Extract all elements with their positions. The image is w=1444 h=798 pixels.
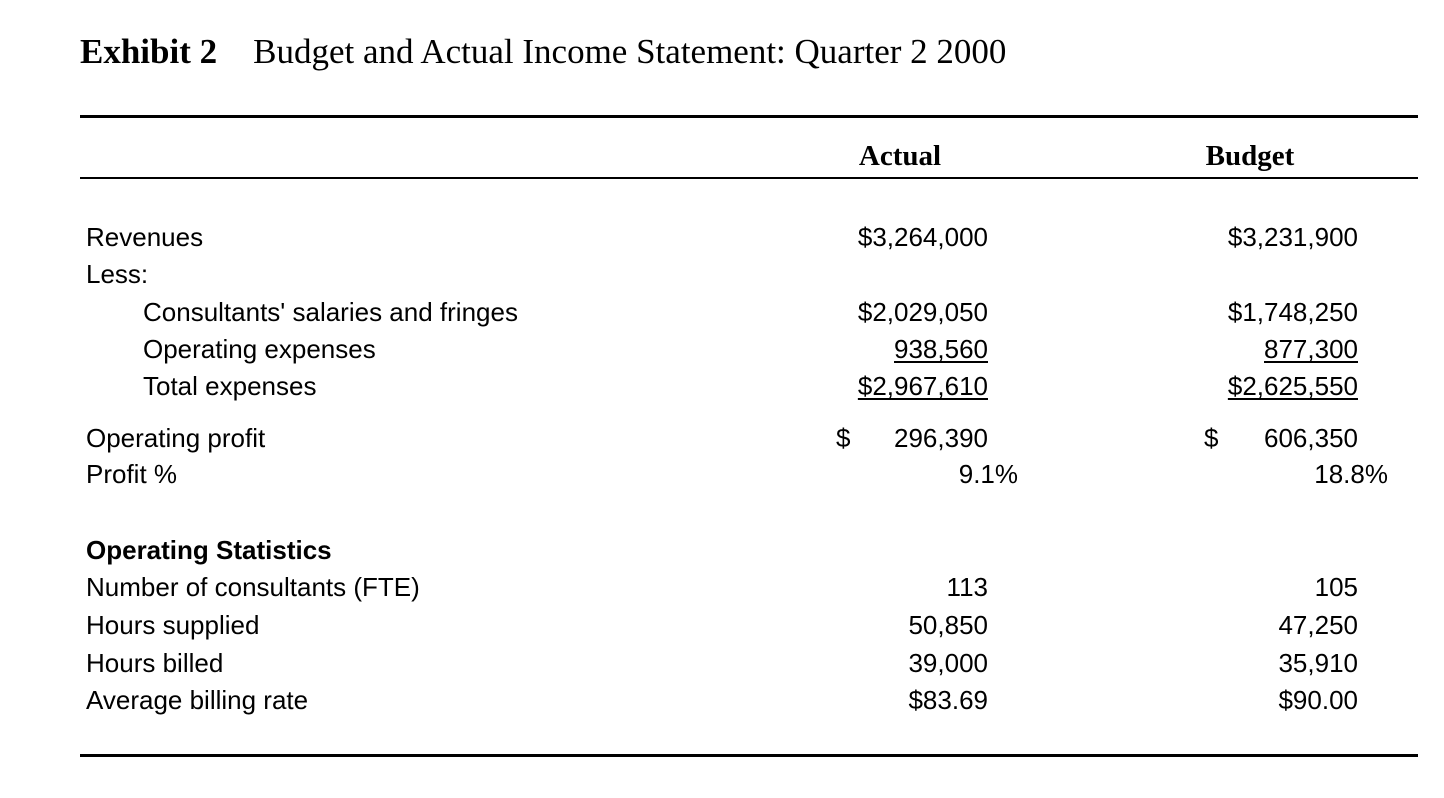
row-label-operating-profit: Operating profit [86,423,266,453]
profit-percent-actual: 9.1% [958,459,1018,489]
header-rule [80,177,1418,179]
operating-expenses-budget-cell [1070,333,1358,365]
row-label-total-expenses: Total expenses [143,371,317,401]
row-label-consultants: Number of consultants (FTE) [86,572,420,602]
total-expenses-actual: $2,967,610 [857,371,988,401]
operating-profit-budget-currency: $ [1204,423,1219,453]
operating-expenses-budget: 877,300 [1264,334,1358,364]
operating-profit-actual-currency: $ [836,423,851,453]
operating-profit-actual-cell [836,422,988,454]
row-label-profit-percent: Profit % [86,459,178,489]
salaries-actual: $2,029,050 [857,297,988,327]
hours-supplied-budget: 47,250 [1278,610,1358,640]
exhibit-label: Exhibit 2 [80,32,218,71]
operating-profit-budget: 606,350 [1264,423,1358,453]
row-label-billing-rate: Average billing rate [86,685,309,715]
hours-billed-budget: 35,910 [1278,648,1358,678]
hours-supplied-actual: 50,850 [908,610,988,640]
total-expenses-budget-cell [1070,370,1358,402]
profit-percent-budget: 18.8% [1314,459,1388,489]
exhibit-title [80,32,1006,72]
total-expenses-actual-cell [700,370,988,402]
exhibit-title-text: Budget and Actual Income Statement: Quarter 2 2000 [253,32,1007,71]
bottom-rule [80,754,1418,757]
row-label-hours-billed: Hours billed [86,648,224,678]
billing-rate-budget: $90.00 [1278,685,1358,715]
top-rule [80,115,1418,118]
row-label-hours-supplied: Hours supplied [86,610,260,640]
consultants-actual: 113 [946,572,988,602]
revenues-actual: $3,264,000 [857,222,988,252]
revenues-budget: $3,231,900 [1227,222,1358,252]
total-expenses-budget: $2,625,550 [1227,371,1358,401]
row-label-revenues: Revenues [86,222,204,252]
operating-expenses-actual: 938,560 [894,334,988,364]
row-label-operating-expenses: Operating expenses [143,334,376,364]
salaries-budget: $1,748,250 [1227,297,1358,327]
consultants-budget: 105 [1314,572,1358,602]
operating-statistics-heading: Operating Statistics [86,535,332,565]
row-label-less: Less: [86,259,149,289]
billing-rate-actual: $83.69 [908,685,988,715]
row-label-salaries: Consultants' salaries and fringes [143,297,518,327]
operating-profit-budget-cell [1204,422,1358,454]
column-header-actual: Actual [858,140,942,172]
hours-billed-actual: 39,000 [908,648,988,678]
operating-expenses-actual-cell [700,333,988,365]
column-header-budget: Budget [1205,140,1295,172]
operating-profit-actual: 296,390 [894,423,988,453]
